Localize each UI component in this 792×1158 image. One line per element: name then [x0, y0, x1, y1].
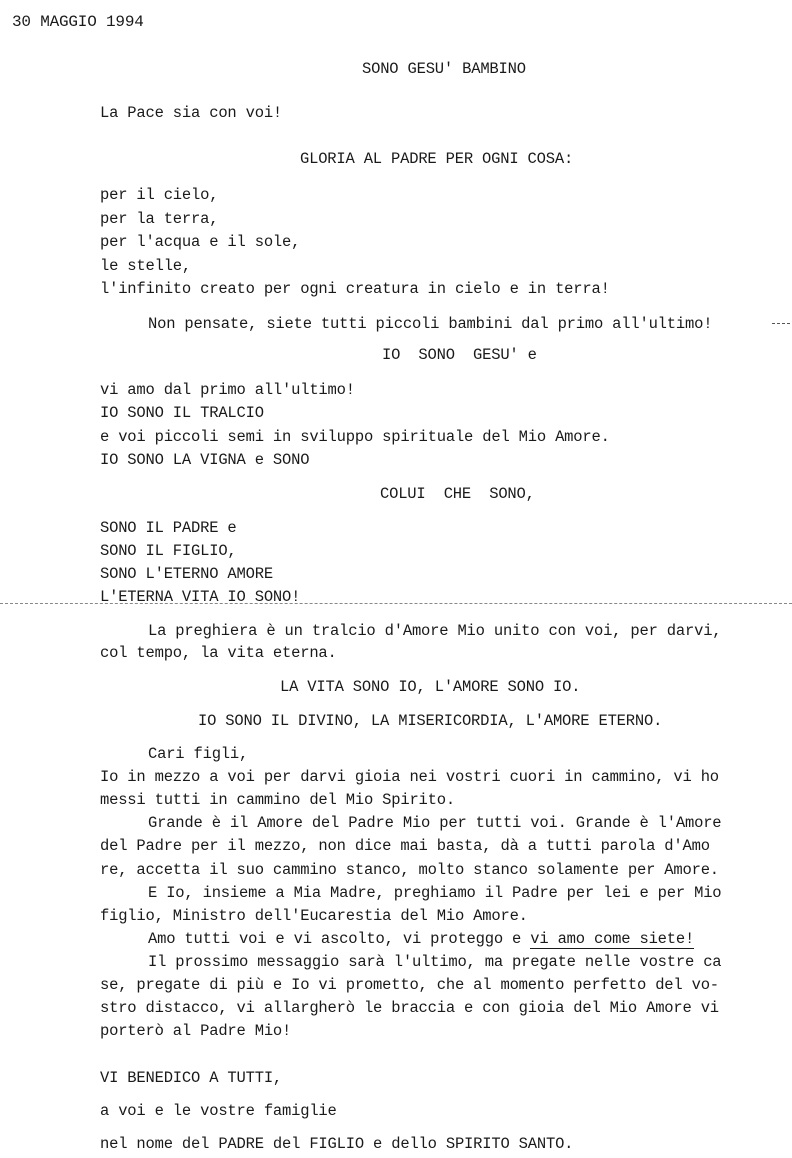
list-item: per il cielo,	[100, 186, 219, 204]
paragraph-line: del Padre per il mezzo, non dice mai basta, dà a tutti parola d'Amo	[100, 837, 710, 855]
gloria-heading: GLORIA AL PADRE PER OGNI COSA:	[300, 150, 574, 168]
paragraph-line: stro distacco, vi allargherò le braccia e con gioia del Mio Amore vi	[100, 999, 719, 1017]
list-item: le stelle,	[100, 257, 192, 275]
paragraph-line: Io in mezzo a voi per darvi gioia nei vostri cuori in cammino, vi ho	[100, 768, 719, 786]
centered-line: COLUI CHE SONO,	[380, 485, 535, 503]
list-item: SONO IL PADRE e	[100, 519, 237, 537]
list-item: e voi piccoli semi in sviluppo spirituale del Mio Amore.	[100, 428, 610, 446]
paragraph-line: messi tutti in cammino del Mio Spirito.	[100, 791, 455, 809]
paragraph-line: Grande è il Amore del Padre Mio per tutti voi. Grande è l'Amore	[148, 814, 722, 832]
closing-line: nel nome del PADRE del FIGLIO e dello SPIRITO SANTO.	[100, 1135, 574, 1153]
amo-text: Amo tutti voi e vi ascolto, vi proteggo e	[148, 930, 531, 948]
list-item: per la terra,	[100, 210, 219, 228]
centered-line: IO SONO IL DIVINO, LA MISERICORDIA, L'AMORE ETERNO.	[198, 712, 663, 730]
paragraph-line: col tempo, la vita eterna.	[100, 644, 337, 662]
closing-line: a voi e le vostre famiglie	[100, 1102, 337, 1120]
paragraph-line: porterò al Padre Mio!	[100, 1022, 292, 1040]
page-title: SONO GESU' BAMBINO	[362, 60, 526, 78]
fold-line	[0, 603, 792, 604]
list-item: l'infinito creato per ogni creatura in cielo e in terra!	[100, 280, 610, 298]
margin-mark	[772, 323, 790, 324]
date-header: 30 MAGGIO 1994	[12, 13, 144, 31]
list-item: SONO IL FIGLIO,	[100, 542, 237, 560]
list-item: vi amo dal primo all'ultimo!	[100, 381, 355, 399]
paragraph-line: re, accetta il suo cammino stanco, molto stanco solamente per Amore.	[100, 861, 719, 879]
paragraph-line: se, pregate di più e Io vi prometto, che al momento perfetto del vo-	[100, 976, 719, 994]
paragraph-line: Non pensate, siete tutti piccoli bambini dal primo all'ultimo!	[148, 315, 713, 333]
paragraph-line: Cari figli,	[148, 745, 249, 763]
closing-line: VI BENEDICO A TUTTI,	[100, 1069, 283, 1087]
list-item: IO SONO LA VIGNA e SONO	[100, 451, 310, 469]
paragraph-line: La preghiera è un tralcio d'Amore Mio unito con voi, per darvi,	[148, 622, 722, 640]
paragraph-line: E Io, insieme a Mia Madre, preghiamo il Padre per lei e per Mio	[148, 884, 722, 902]
paragraph-line: Il prossimo messaggio sarà l'ultimo, ma pregate nelle vostre ca	[148, 953, 722, 971]
list-item: SONO L'ETERNO AMORE	[100, 565, 273, 583]
centered-line: LA VITA SONO IO, L'AMORE SONO IO.	[280, 678, 581, 696]
paragraph-line: figlio, Ministro dell'Eucarestia del Mio Amore.	[100, 907, 528, 925]
list-item: L'ETERNA VITA IO SONO!	[100, 588, 301, 606]
underlined-phrase: vi amo come siete!	[530, 930, 695, 948]
list-item: IO SONO IL TRALCIO	[100, 404, 264, 422]
centered-line: IO SONO GESU' e	[382, 346, 537, 364]
greeting: La Pace sia con voi!	[100, 104, 283, 122]
list-item: per l'acqua e il sole,	[100, 233, 301, 251]
paragraph-line	[148, 929, 694, 949]
